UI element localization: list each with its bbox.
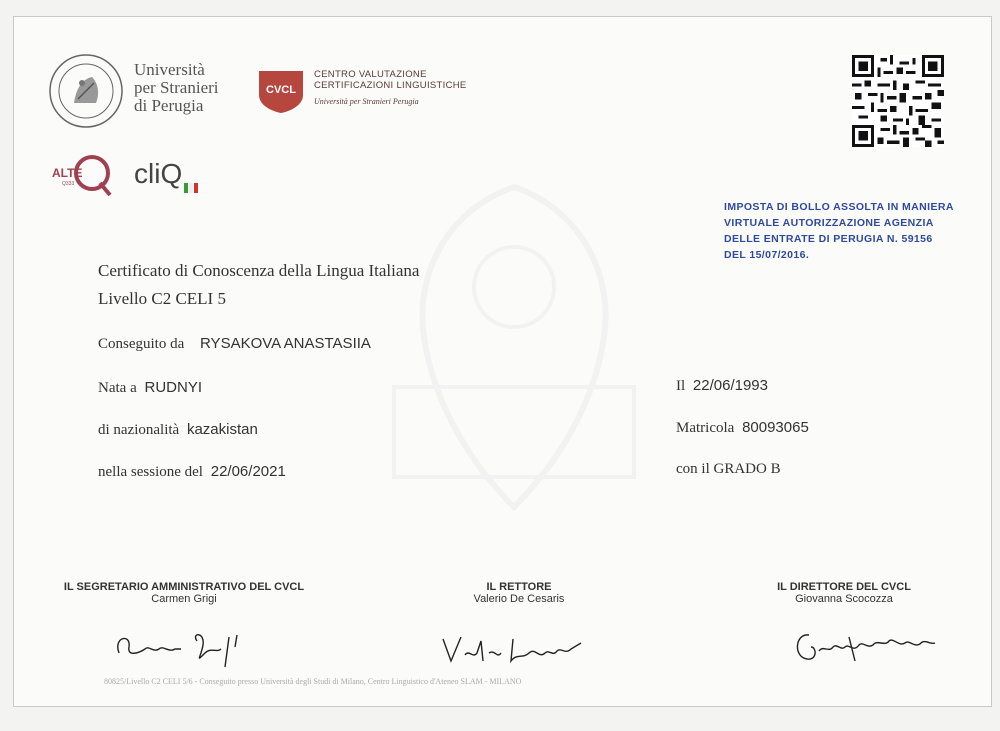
grade-value: B	[770, 461, 781, 477]
signatory-director	[734, 581, 954, 605]
tax-stamp	[724, 199, 954, 263]
obtained-by-label: Conseguito da	[98, 336, 185, 352]
cvcl-subtitle: Università per Stranieri Perugia	[314, 97, 419, 106]
signature-secretary-drawing	[109, 623, 259, 673]
birth-date-row	[676, 377, 768, 395]
qr-code	[852, 55, 944, 147]
signatory-secretary	[34, 581, 334, 605]
session-label: nella sessione del	[98, 464, 203, 480]
grade-label: con il GRADO	[676, 461, 767, 477]
signatory-name: Giovanna Scocozza	[795, 593, 893, 605]
cvcl-center-name	[314, 69, 467, 91]
session-date-value: 22/06/2021	[210, 463, 286, 480]
matricola-row	[676, 419, 809, 437]
grade-row	[676, 461, 781, 478]
birthplace-row	[98, 379, 202, 397]
certificate-level: Livello C2 CELI 5	[98, 289, 226, 308]
alte-q-logo	[48, 151, 118, 199]
signatory-role: IL RETTORE	[486, 581, 552, 593]
alte-subtext: Q333	[62, 181, 75, 187]
cliq-logo	[134, 149, 214, 201]
signatory-name: Carmen Grigi	[151, 593, 217, 605]
alte-text: ALTE	[52, 166, 83, 180]
nationality-row	[98, 421, 258, 439]
matricola-label: Matricola	[676, 420, 735, 436]
cliq-text: cliQ	[134, 158, 183, 189]
matricola-value: 80093065	[742, 419, 809, 436]
stamp-line: DELLE ENTRATE DI PERUGIA N. 59156	[724, 233, 933, 245]
cvcl-line: CERTIFICAZIONI LINGUISTICHE	[314, 80, 467, 91]
cvcl-line: CENTRO VALUTAZIONE	[314, 69, 427, 80]
date-label: Il	[676, 378, 686, 394]
signatory-name: Valerio De Cesaris	[473, 593, 565, 605]
certificate-sheet	[13, 16, 992, 707]
stamp-line: IMPOSTA DI BOLLO ASSOLTA IN MANIERA	[724, 201, 954, 213]
griffin-watermark	[354, 167, 674, 547]
signatory-role: IL DIRETTORE DEL CVCL	[777, 581, 911, 593]
signatory-rector	[394, 581, 644, 605]
birth-date-value: 22/06/1993	[692, 377, 768, 394]
certificate-title: Certificato di Conoscenza della Lingua Italiana	[98, 261, 420, 280]
university-seal-logo	[48, 53, 124, 129]
stamp-line: VIRTUALE AUTORIZZAZIONE AGENZIA	[724, 217, 934, 229]
university-name	[134, 61, 219, 115]
obtained-by-row	[98, 335, 371, 353]
university-name-line: per Stranieri	[134, 78, 219, 97]
university-name-line: di Perugia	[134, 96, 204, 115]
candidate-name: RYSAKOVA ANASTASIIA	[200, 335, 371, 352]
birthplace-value: RUDNYI	[144, 379, 202, 396]
footer-note: 80825/Livello C2 CELI 5/6 - Conseguito presso Università degli Studi di Milano, Centro Linguistico d'Ateneo SLAM - MILANO	[104, 677, 522, 686]
born-label: Nata a	[98, 380, 137, 396]
nationality-value: kazakistan	[186, 421, 258, 438]
signature-rector-drawing	[439, 625, 589, 671]
nationality-label: di nazionalità	[98, 422, 180, 438]
signatory-role: IL SEGRETARIO AMMINISTRATIVO DEL CVCL	[63, 581, 305, 593]
signature-director-drawing	[789, 617, 939, 677]
cvcl-badge-text: CVCL	[266, 84, 296, 96]
session-row	[98, 463, 286, 481]
stamp-line: DEL 15/07/2016.	[724, 249, 810, 261]
cvcl-shield-logo	[257, 69, 305, 113]
university-name-line: Università	[134, 60, 205, 79]
